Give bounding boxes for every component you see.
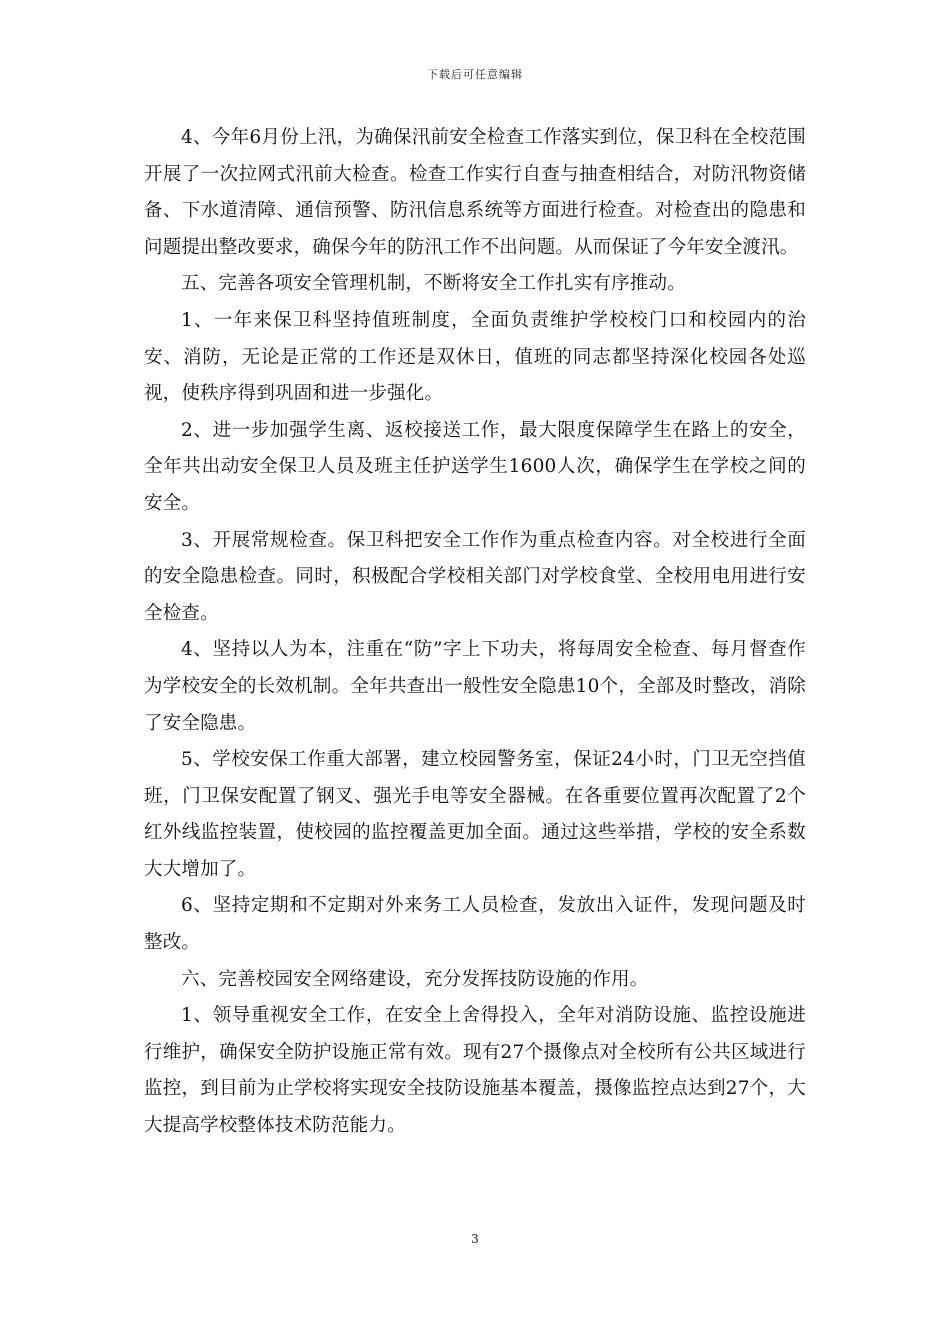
page-number: 3 xyxy=(471,1232,479,1246)
paragraph-duty-system: 1、一年来保卫科坚持值班制度，全面负责维护学校校门口和校园内的治安、消防，无论是正常的工作还是双休日，值班的同志都坚持深化校园各处巡视，使秩序得到巩固和进一步强化。 xyxy=(144,309,806,405)
paragraph-flood-inspection: 4、今年6月份上汛，为确保汛前安全检查工作落实到位，保卫科在全校范围开展了一次拉网式汛前大检查。检查工作实行自查与抽查相结合，对防汛物资储备、下水道清障、通信预警、防汛信息系统等方面进行检查。对检查出的隐患和问题提出整改要求，确保今年的防汛工作不出问题。从而保证了今年安全渡汛。 xyxy=(144,127,806,258)
paragraph-prevention: 4、坚持以人为本，注重在“防”字上下功夫，将每周安全检查、每月督查作为学校安全的长效机制。全年共查出一般性安全隐患10个，全部及时整改，消除了安全隐患。 xyxy=(144,639,806,734)
document-body xyxy=(144,120,806,1145)
paragraph-student-escort: 2、进一步加强学生离、返校接送工作，最大限度保障学生在路上的安全，全年共出动安全保卫人员及班主任护送学生1600人次，确保学生在学校之间的安全。 xyxy=(144,419,806,514)
page-header-note: 下载后可任意编辑 xyxy=(427,68,523,81)
section-heading-five: 五、完善各项安全管理机制，不断将安全工作扎实有序推动。 xyxy=(181,273,686,295)
paragraph-routine-check: 3、开展常规检查。保卫科把安全工作作为重点检查内容。对全校进行全面的安全隐患检查。同时，积极配合学校相关部门对学校食堂、全校用电用进行安全检查。 xyxy=(144,529,806,624)
paragraph-security-deployment: 5、学校安保工作重大部署，建立校园警务室，保证24小时，门卫无空挡值班，门卫保安配置了钢叉、强光手电等安全器械。在各重要位置再次配置了2个红外线监控装置，使校园的监控覆盖更加全面。通过这些举措，学校的安全系数大大增加了。 xyxy=(144,749,806,880)
paragraph-surveillance: 1、领导重视安全工作，在安全上舍得投入，全年对消防设施、监控设施进行维护，确保安全防护设施正常有效。现有27个摄像点对全校所有公共区域进行监控，到目前为止学校将实现安全技防设施基本覆盖，摄像监控点达到27个，大大提高学校整体技术防范能力。 xyxy=(144,1005,806,1137)
paragraph-worker-check: 6、坚持定期和不定期对外来务工人员检查，发放出入证件，发现问题及时整改。 xyxy=(144,895,806,954)
section-heading-six: 六、完善校园安全网络建设，充分发挥技防设施的作用。 xyxy=(181,968,649,990)
